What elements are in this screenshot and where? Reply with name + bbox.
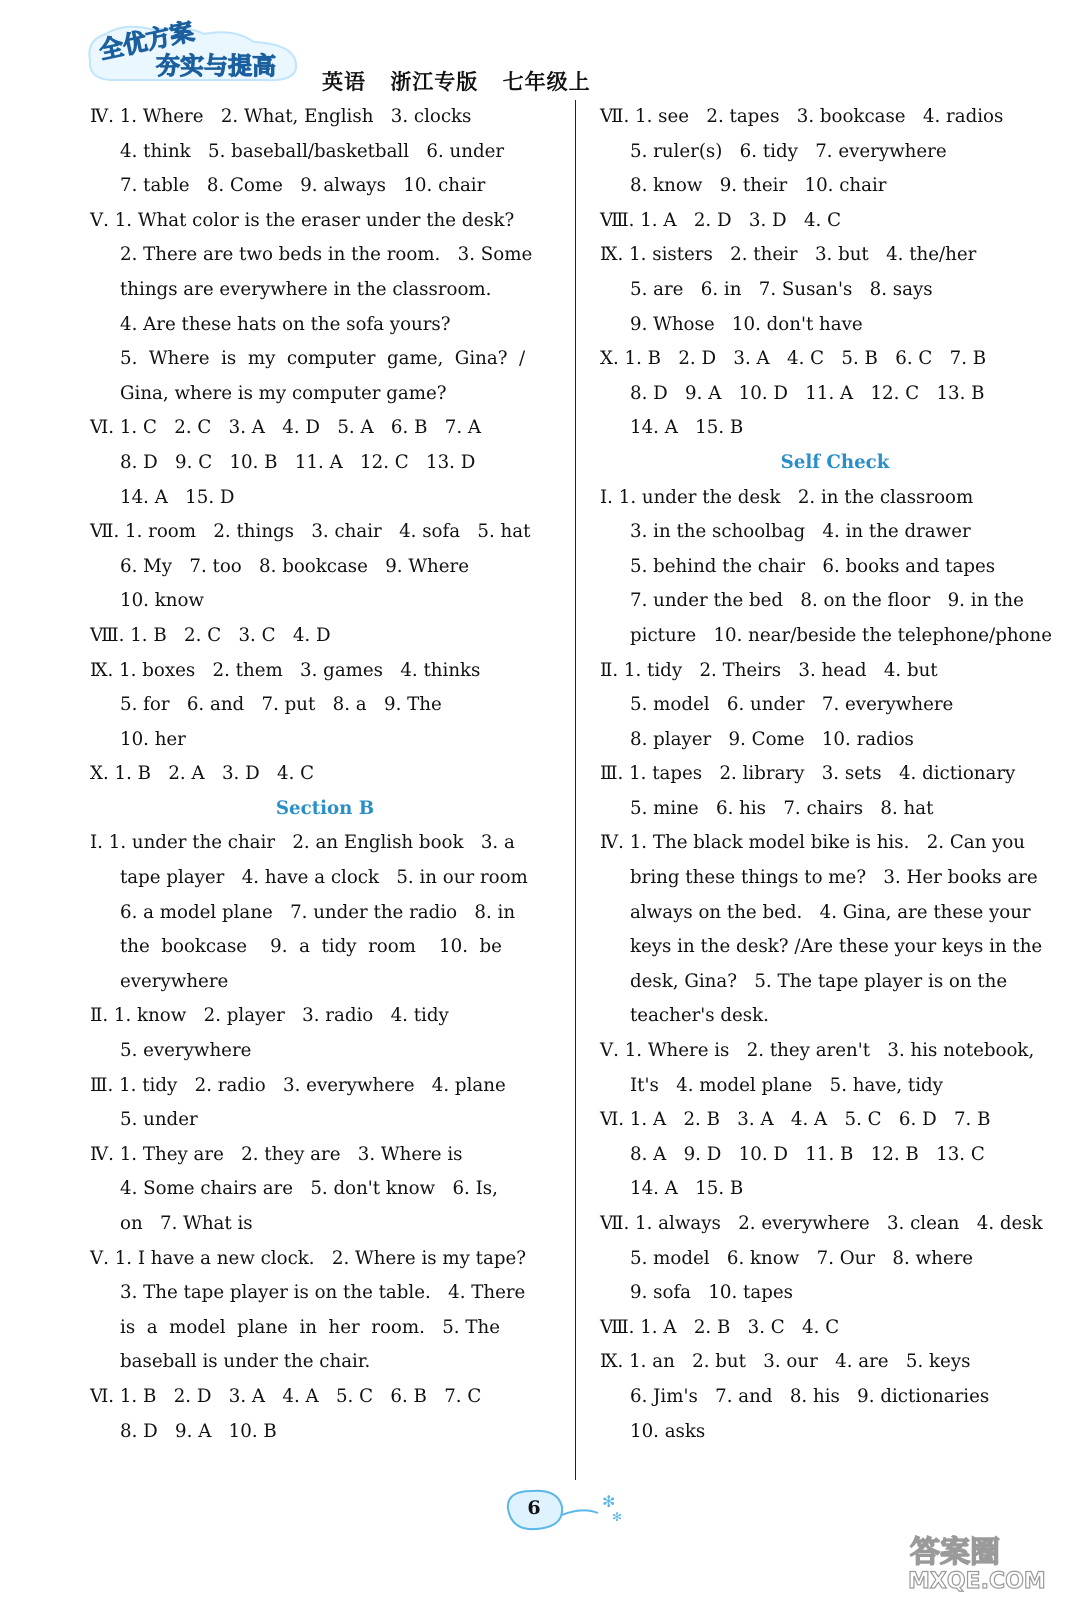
answer-line: 14. A 15. B	[630, 417, 744, 439]
answer-line: 5. model 6. under 7. everywhere	[630, 694, 954, 716]
answer-line: 10. know	[120, 590, 204, 612]
watermark-top-text: 答案圈	[910, 1535, 1000, 1570]
answer-line: 5. under	[120, 1109, 198, 1131]
answer-line: 4. Some chairs are 5. don't know 6. Is,	[120, 1178, 498, 1200]
answer-line: Ⅷ. 1. A 2. B 3. C 4. C	[600, 1316, 840, 1338]
answer-line: Ⅷ. 1. B 2. C 3. C 4. D	[90, 624, 331, 646]
answer-line: Ⅲ. 1. tapes 2. library 3. sets 4. dictionary	[600, 763, 1016, 785]
answer-line: things are everywhere in the classroom.	[120, 278, 492, 300]
left-answer-column	[90, 100, 560, 1449]
answer-line: desk, Gina? 5. The tape player is on the	[630, 970, 1008, 992]
answer-line: 3. The tape player is on the table. 4. There	[120, 1282, 526, 1304]
answer-line: 8. D 9. A 10. B	[120, 1420, 277, 1442]
answer-line: picture 10. near/beside the telephone/phone	[630, 624, 1052, 646]
answer-line: Ⅴ. 1. What color is the eraser under the desk?	[90, 209, 515, 231]
answer-line: on 7. What is	[120, 1213, 253, 1234]
answer-line: Ⅶ. 1. always 2. everywhere 3. clean 4. desk	[600, 1213, 1043, 1234]
right-answer-column	[600, 100, 1070, 1449]
answer-line: Ⅷ. 1. A 2. D 3. D 4. C	[600, 209, 841, 231]
snowflake-icon: ✻	[602, 1492, 616, 1511]
watermark-bottom-text: MXQE.COM	[908, 1569, 1046, 1594]
answer-line: 5. mine 6. his 7. chairs 8. hat	[630, 797, 934, 819]
answer-line: Ⅴ. 1. I have a new clock. 2. Where is my tape?	[90, 1247, 526, 1269]
answer-line: 8. know 9. their 10. chair	[630, 175, 887, 197]
answer-line: 5. behind the chair 6. books and tapes	[630, 555, 996, 577]
answer-line: 14. A 15. B	[630, 1178, 744, 1200]
answer-line: 8. player 9. Come 10. radios	[630, 728, 914, 750]
answer-line: Ⅲ. 1. tidy 2. radio 3. everywhere 4. plane	[90, 1074, 506, 1096]
answer-line: 7. under the bed 8. on the floor 9. in the	[630, 590, 1024, 612]
subject-label: 英语	[322, 70, 366, 94]
site-watermark	[900, 1530, 1070, 1594]
answer-line: 10. asks	[630, 1420, 706, 1442]
answer-line: Ⅱ. 1. tidy 2. Theirs 3. head 4. but	[600, 659, 938, 681]
answer-line: 7. table 8. Come 9. always 10. chair	[120, 175, 486, 197]
answer-line: Ⅹ. 1. B 2. D 3. A 4. C 5. B 6. C 7. B	[600, 348, 987, 370]
answer-line: Ⅱ. 1. know 2. player 3. radio 4. tidy	[90, 1005, 449, 1027]
answer-line: baseball is under the chair.	[120, 1351, 371, 1373]
answer-line: 5. Where is my computer game, Gina? /	[120, 348, 526, 370]
page-header	[84, 20, 644, 94]
answer-line: 5. ruler(s) 6. tidy 7. everywhere	[630, 140, 947, 162]
book-title	[322, 66, 607, 96]
answer-line: 8. D 9. C 10. B 11. A 12. C 13. D	[120, 451, 476, 473]
section-heading: Self Check	[780, 451, 890, 473]
answer-line: Ⅴ. 1. Where is 2. they aren't 3. his notebook,	[600, 1040, 1035, 1062]
answer-line: 14. A 15. D	[120, 486, 235, 508]
page-footer	[502, 1487, 632, 1537]
answer-line: bring these things to me? 3. Her books are	[630, 867, 1038, 889]
answer-line: Ⅰ. 1. under the desk 2. in the classroom	[600, 486, 974, 508]
answer-line: Ⅸ. 1. boxes 2. them 3. games 4. thinks	[90, 659, 481, 681]
answer-line: Ⅶ. 1. room 2. things 3. chair 4. sofa 5. hat	[90, 521, 531, 543]
page-number: 6	[527, 1497, 541, 1519]
column-divider	[575, 100, 576, 1480]
answer-line: teacher's desk.	[630, 1005, 769, 1027]
answer-line: Ⅳ. 1. They are 2. they are 3. Where is	[90, 1143, 463, 1165]
answer-line: Ⅹ. 1. B 2. A 3. D 4. C	[90, 763, 315, 785]
answer-line: Ⅰ. 1. under the chair 2. an English book 3. a	[90, 832, 515, 854]
answer-line: 9. Whose 10. don't have	[630, 313, 863, 335]
answer-line: 9. sofa 10. tapes	[630, 1282, 793, 1304]
answer-line: 3. in the schoolbag 4. in the drawer	[630, 521, 971, 543]
answer-line: It's 4. model plane 5. have, tidy	[630, 1074, 943, 1096]
section-heading: Section B	[275, 797, 375, 819]
answer-line: 5. model 6. know 7. Our 8. where	[630, 1247, 974, 1269]
answer-line: 6. a model plane 7. under the radio 8. in	[120, 901, 516, 923]
answer-line: Ⅳ. 1. The black model bike is his. 2. Can you	[600, 832, 1026, 854]
series-logo	[84, 20, 304, 84]
answer-line: always on the bed. 4. Gina, are these your	[630, 901, 1031, 923]
answer-line: the bookcase 9. a tidy room 10. be	[120, 936, 502, 958]
answer-line: Ⅳ. 1. Where 2. What, English 3. clocks	[90, 106, 472, 127]
answer-line: 5. for 6. and 7. put 8. a 9. The	[120, 694, 442, 716]
logo-bottom-text: 夯实与提高	[156, 52, 276, 80]
answer-line: tape player 4. have a clock 5. in our room	[120, 867, 528, 889]
answer-line: 8. A 9. D 10. D 11. B 12. B 13. C	[630, 1143, 985, 1165]
answer-line: keys in the desk? /Are these your keys in the	[630, 936, 1043, 958]
answer-line: 4. think 5. baseball/basketball 6. under	[120, 140, 505, 162]
snowflake-icon: ✻	[612, 1510, 623, 1524]
edition-label: 浙江专版	[390, 70, 479, 94]
answer-line: 6. My 7. too 8. bookcase 9. Where	[120, 555, 469, 577]
answer-line: everywhere	[120, 970, 229, 992]
answer-line: Ⅸ. 1. an 2. but 3. our 4. are 5. keys	[600, 1351, 971, 1373]
answer-line: Ⅶ. 1. see 2. tapes 3. bookcase 4. radios	[600, 106, 1004, 127]
answer-line: Ⅵ. 1. C 2. C 3. A 4. D 5. A 6. B 7. A	[90, 417, 482, 439]
answer-line: 2. There are two beds in the room. 3. Some	[120, 244, 533, 266]
answer-line: 5. are 6. in 7. Susan's 8. says	[630, 278, 933, 300]
answer-line: Gina, where is my computer game?	[120, 382, 447, 404]
logo-top-text: 全优方案	[96, 20, 197, 65]
answer-line: 10. her	[120, 728, 186, 750]
answer-line: Ⅵ. 1. B 2. D 3. A 4. A 5. C 6. B 7. C	[90, 1385, 482, 1407]
answer-line: 5. everywhere	[120, 1040, 252, 1062]
answer-line: 4. Are these hats on the sofa yours?	[120, 313, 451, 335]
answer-line: 6. Jim's 7. and 8. his 9. dictionaries	[630, 1385, 990, 1407]
answer-line: is a model plane in her room. 5. The	[120, 1316, 500, 1338]
answer-line: 8. D 9. A 10. D 11. A 12. C 13. B	[630, 382, 985, 404]
grade-label: 七年级上	[502, 70, 591, 94]
answer-line: Ⅵ. 1. A 2. B 3. A 4. A 5. C 6. D 7. B	[600, 1109, 991, 1131]
answer-line: Ⅸ. 1. sisters 2. their 3. but 4. the/her	[600, 244, 977, 266]
